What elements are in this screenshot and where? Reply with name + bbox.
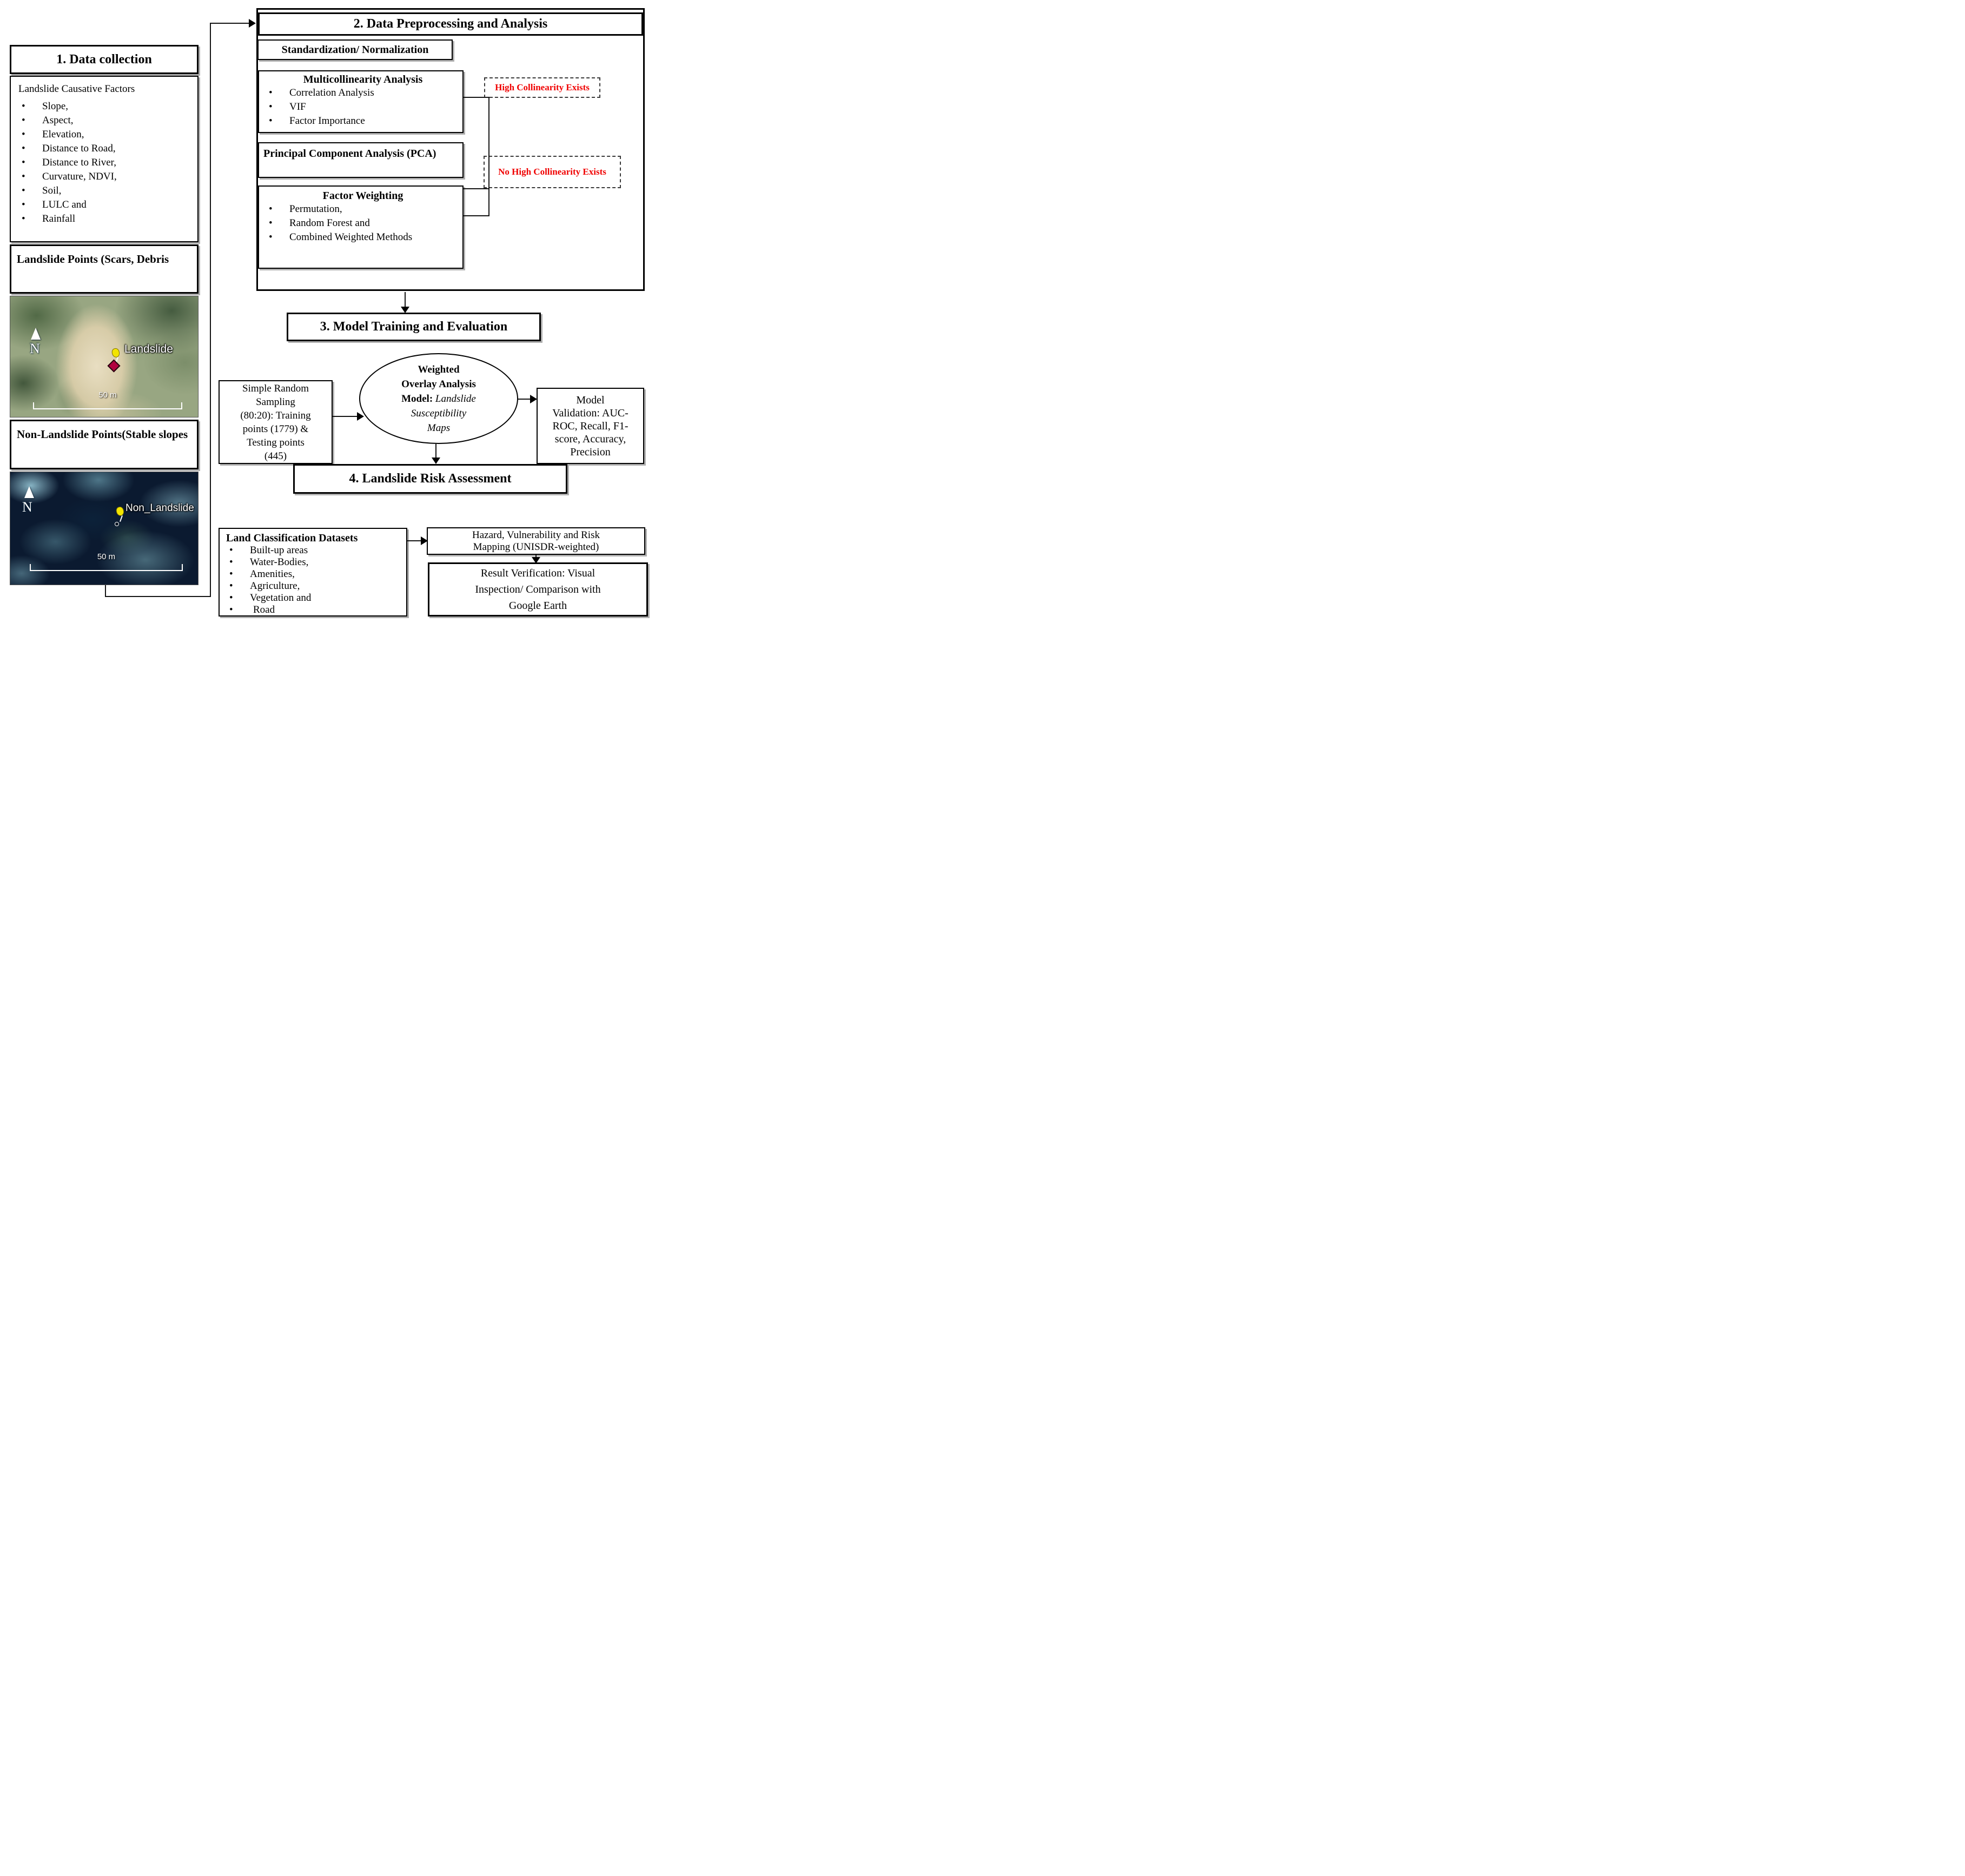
list-item: • VIF (266, 100, 460, 114)
bullet-icon: • (22, 213, 25, 224)
validation-line: ROC, Recall, F1- (552, 420, 628, 432)
ellipse-line: Weighted (418, 363, 460, 375)
nonlandslide-points-header (10, 420, 199, 469)
north-label: N (30, 341, 40, 356)
connector-line (407, 540, 422, 541)
scale-bar (33, 390, 182, 409)
multicollinearity-box (258, 70, 464, 133)
list-item: • LULC and (18, 198, 194, 212)
arrowhead-icon (249, 19, 256, 28)
validation-line: Validation: AUC- (552, 407, 628, 419)
list-item: • Vegetation and (226, 592, 404, 604)
section2-header (258, 12, 643, 36)
pca-box (258, 142, 464, 178)
pushpin-stem-icon (120, 515, 123, 522)
list-item: • Correlation Analysis (266, 86, 460, 100)
ellipse-line: Model: Landslide (401, 393, 476, 405)
sampling-line: (445) (264, 450, 287, 462)
section1-header (10, 45, 199, 74)
connector-line (105, 596, 211, 597)
ellipse-line: Overlay Analysis (401, 378, 476, 390)
list-item: • Random Forest and (266, 216, 460, 230)
high-collinearity-label-box (484, 77, 600, 98)
bullet-icon: • (229, 604, 233, 615)
list-item: • Distance to Road, (18, 142, 194, 156)
section1-title: 1. Data collection (56, 52, 152, 67)
model-validation-box (537, 388, 644, 464)
bullet-icon: • (22, 171, 25, 182)
nonlandslide-points-title: Non-Landslide Points(Stable slopes (17, 428, 188, 441)
bullet-icon: • (269, 217, 273, 229)
connector-line (464, 188, 489, 189)
connector-line (210, 23, 249, 24)
list-item: • Permutation, (266, 202, 460, 216)
hazard-line: Hazard, Vulnerability and Risk (472, 529, 600, 541)
landslide-points-title: Landslide Points (Scars, Debris (17, 253, 169, 266)
standardization-label: Standardization/ Normalization (281, 43, 429, 56)
sampling-line: Testing points (247, 436, 305, 448)
bullet-icon: • (269, 203, 273, 215)
point-circle-icon (115, 522, 119, 526)
scale-label: 50 m (97, 552, 116, 561)
section2-title: 2. Data Preprocessing and Analysis (353, 17, 548, 31)
pca-label: Principal Component Analysis (PCA) (263, 148, 436, 160)
factor-weighting-box (258, 185, 464, 269)
bullet-icon: • (22, 143, 25, 154)
land-classification-box (219, 528, 407, 617)
bullet-icon: • (22, 157, 25, 168)
ellipse-line: Susceptibility (411, 407, 467, 419)
nonlandslide-satellite-image (10, 472, 199, 585)
bullet-icon: • (229, 592, 233, 604)
result-verification-box (428, 562, 648, 617)
list-item: • Amenities, (226, 568, 404, 580)
arrowhead-icon (432, 458, 440, 464)
bullet-icon: • (229, 568, 233, 580)
list-item: • Agriculture, (226, 580, 404, 592)
bullet-icon: • (229, 545, 233, 556)
north-arrow-icon (31, 328, 41, 340)
standardization-box (257, 39, 453, 60)
bullet-icon: • (22, 199, 25, 210)
bullet-icon: • (269, 87, 273, 98)
hazard-mapping-box (427, 527, 645, 555)
weighted-overlay-ellipse (359, 353, 518, 444)
validation-line: score, Accuracy, (554, 433, 626, 445)
causative-factors-box (10, 76, 199, 242)
list-item: • Elevation, (18, 128, 194, 142)
causative-factors-intro: Landslide Causative Factors (18, 83, 135, 95)
pushpin-icon (115, 506, 125, 517)
result-line: Google Earth (508, 600, 567, 612)
list-item: • Curvature, NDVI, (18, 170, 194, 184)
list-item: • Built-up areas (226, 545, 404, 556)
bullet-icon: • (269, 115, 273, 127)
section4-header (293, 464, 567, 494)
pushpin-icon (111, 348, 121, 359)
sampling-line: Simple Random (242, 382, 309, 394)
bullet-icon: • (269, 101, 273, 112)
connector-line (210, 23, 211, 597)
marker-diamond-icon (107, 359, 120, 372)
section3-header (287, 313, 541, 341)
north-label: N (22, 499, 32, 515)
bullet-icon: • (22, 101, 25, 112)
list-item: • Road (226, 604, 404, 616)
hazard-line: Mapping (UNISDR-weighted) (473, 541, 599, 553)
result-line: Inspection/ Comparison with (475, 584, 601, 595)
sampling-box (219, 380, 333, 464)
factor-weighting-title: Factor Weighting (322, 190, 403, 202)
result-line: Result Verification: Visual (480, 567, 596, 579)
validation-line: Model (576, 394, 605, 406)
sampling-line: points (1779) & (242, 423, 309, 435)
connector-line (464, 97, 489, 98)
flowchart-canvas (0, 0, 655, 625)
connector-line (333, 416, 359, 417)
connector-line (488, 97, 489, 216)
list-item: • Slope, (18, 100, 194, 114)
bullet-icon: • (22, 185, 25, 196)
multicollinearity-title: Multicollinearity Analysis (303, 74, 423, 85)
list-item: • Factor Importance (266, 114, 460, 128)
scale-label: 50 m (98, 390, 117, 400)
no-high-collinearity-label: No High Collinearity Exists (498, 167, 606, 177)
land-classification-title: Land Classification Datasets (226, 532, 358, 544)
bullet-icon: • (269, 231, 273, 243)
sampling-line: (80:20): Training (240, 409, 311, 421)
ellipse-line: Maps (427, 422, 451, 434)
list-item: • Combined Weighted Methods (266, 230, 460, 244)
bullet-icon: • (22, 115, 25, 126)
north-arrow-icon (24, 486, 34, 498)
list-item: • Aspect, (18, 114, 194, 128)
landslide-satellite-image (10, 296, 199, 417)
list-item: • Distance to River, (18, 156, 194, 170)
connector-line (435, 444, 436, 459)
map-pin-label: Non_Landslide (125, 502, 194, 514)
high-collinearity-label: High Collinearity Exists (495, 82, 590, 92)
connector-line (464, 215, 488, 216)
landslide-points-header (10, 244, 199, 294)
validation-line: Precision (570, 446, 611, 458)
bullet-icon: • (229, 580, 233, 592)
list-item: • Water-Bodies, (226, 556, 404, 568)
connector-line (105, 585, 106, 597)
section4-title: 4. Landslide Risk Assessment (349, 472, 512, 486)
list-item: • Soil, (18, 184, 194, 198)
sampling-line: Sampling (256, 396, 295, 408)
no-high-collinearity-label-box (484, 156, 621, 188)
list-item: • Rainfall (18, 212, 194, 226)
scale-bar (30, 552, 183, 571)
bullet-icon: • (22, 129, 25, 140)
section3-title: 3. Model Training and Evaluation (320, 320, 508, 334)
map-pin-label: Landslide (124, 343, 173, 355)
bullet-icon: • (229, 556, 233, 568)
